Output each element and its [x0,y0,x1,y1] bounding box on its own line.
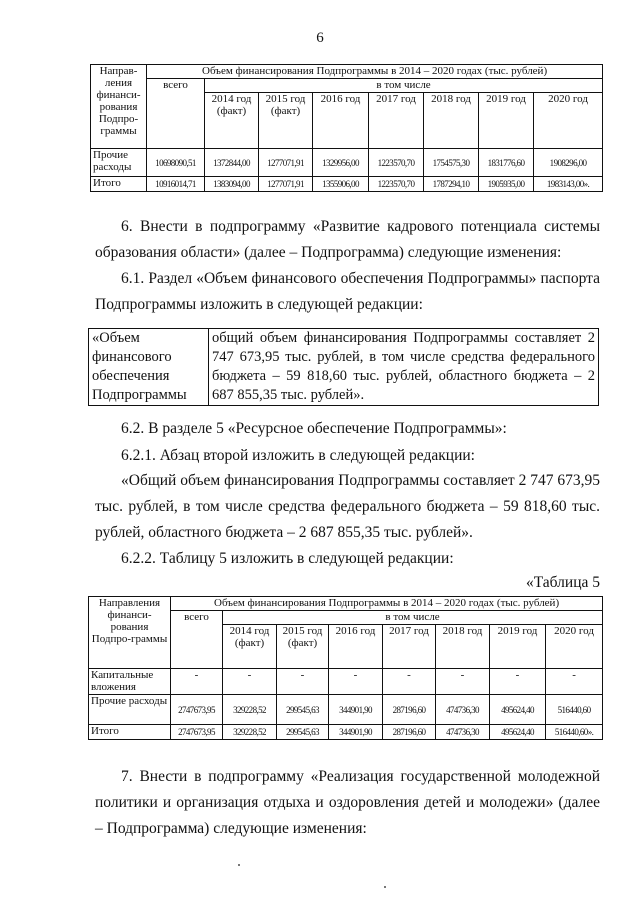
row-label: Итого [91,177,147,192]
cell-value: 299545,63 [277,725,329,740]
header-year: 2020 год [534,93,603,149]
table-row [89,695,603,725]
financing-table-1 [90,64,603,192]
cell-value: 344901,90 [329,695,383,725]
paragraph-7: 7. Внести в подпрограмму «Реализация государственной молодежной политики и организация отдыха и оздоровления детей и молодежи» (далее – Подпрограмма) следующие изменения: [95,768,600,837]
quoted-paragraph: «Общий объем финансирования Подпрограммы составляет 2 747 673,95 тыс. рублей, в том числе средства федерального бюджета – 59 818,60 тыс. рублей, областного бюджета – 2 687 855,35 тыс. рублей». [95,472,600,541]
cell-value: 1754575,30 [424,149,479,177]
header-total: всего [171,611,223,669]
cell-value: 1372844,00 [205,149,259,177]
row-label: Прочие расходы [91,149,147,177]
table-row [91,149,603,177]
header-volume: Объем финансирования Подпрограммы в 2014 – 2020 годах (тыс. рублей) [171,597,603,611]
cell-value: - [329,669,383,695]
cell-value: 1787294,10 [424,177,479,192]
cell-value: 329228,52 [223,695,277,725]
cell-value: 1277071,91 [259,149,313,177]
header-total: всего [147,79,205,149]
cell-value: 516440,60». [546,725,603,740]
table-5-caption: «Таблица 5 [525,574,600,591]
cell-value: 474736,30 [436,695,490,725]
cell-value: 516440,60 [546,695,603,725]
cell-value: 1277071,91 [259,177,313,192]
cell-value: 10916014,71 [147,177,205,192]
scan-speck [384,886,386,888]
cell-value: 1355906,00 [313,177,369,192]
cell-value: 2747673,95 [171,695,223,725]
page-number: 6 [316,30,324,46]
header-year: 2017 год [383,625,436,669]
cell-value: - [171,669,223,695]
cell-value: 1223570,70 [369,177,424,192]
cell-value: 474736,30 [436,725,490,740]
header-including: в том числе [223,611,603,625]
paragraph-6-2-1: 6.2.1. Абзац второй изложить в следующей редакции: [121,447,475,464]
passport-value: общий объем финансирования Подпрограммы составляет 2 747 673,95 тыс. рублей, в том числе средства федерального бюджета – 59 818,60 тыс. рублей, областного бюджета – 2 687 855,35 тыс. рублей». [209,329,599,406]
header-year: 2019 год [490,625,546,669]
header-year: 2015 год (факт) [259,93,313,149]
header-year: 2015 год (факт) [277,625,329,669]
cell-value: 495624,40 [490,695,546,725]
cell-value: 287196,60 [383,695,436,725]
cell-value: 1383094,00 [205,177,259,192]
cell-value: 1983143,00». [534,177,603,192]
cell-value: 1908296,00 [534,149,603,177]
row-label: Прочие расходы [89,695,171,725]
row-label: Итого [89,725,171,740]
header-direction: Направления финанси-рования Подпро-граммы [89,597,171,669]
header-year: 2020 год [546,625,603,669]
passport-label: «Объем финансового обеспечения Подпрограммы [89,329,209,406]
paragraph-6-2-2: 6.2.2. Таблицу 5 изложить в следующей редакции: [121,550,454,567]
header-including: в том числе [205,79,603,93]
header-direction: Направ-ления финанси-рования Подпро-граммы [91,65,147,149]
header-year: 2018 год [436,625,490,669]
scan-speck [238,864,240,866]
cell-value: - [546,669,603,695]
header-year: 2014 год (факт) [205,93,259,149]
cell-value: 1905935,00 [479,177,534,192]
table-row [89,725,603,740]
header-year: 2014 год (факт) [223,625,277,669]
cell-value: 299545,63 [277,695,329,725]
header-year: 2016 год [329,625,383,669]
header-year: 2018 год [424,93,479,149]
header-volume: Объем финансирования Подпрограммы в 2014 – 2020 годах (тыс. рублей) [147,65,603,79]
cell-value: 287196,60 [383,725,436,740]
paragraph-6-2: 6.2. В разделе 5 «Ресурсное обеспечение Подпрограммы»: [121,420,507,437]
cell-value: 2747673,95 [171,725,223,740]
cell-value: - [223,669,277,695]
cell-value: - [277,669,329,695]
paragraph-6-1: 6.1. Раздел «Объем финансового обеспечения Подпрограммы» паспорта Подпрограммы изложить в следующей редакции: [95,270,600,313]
header-year: 2019 год [479,93,534,149]
cell-value: 344901,90 [329,725,383,740]
cell-value: 1329956,00 [313,149,369,177]
row-label: Капитальные вложения [89,669,171,695]
financing-table-5 [88,596,603,740]
table-row [89,669,603,695]
cell-value: 10698090,51 [147,149,205,177]
cell-value: - [436,669,490,695]
cell-value: 495624,40 [490,725,546,740]
cell-value: 1831776,60 [479,149,534,177]
cell-value: 1223570,70 [369,149,424,177]
cell-value: 329228,52 [223,725,277,740]
table-row [91,177,603,192]
cell-value: - [490,669,546,695]
header-year: 2016 год [313,93,369,149]
cell-value: - [383,669,436,695]
paragraph-6: 6. Внести в подпрограмму «Развитие кадрового потенциала системы образования области» (далее – Подпрограмма) следующие изменения: [95,218,600,261]
passport-table [88,328,599,406]
header-year: 2017 год [369,93,424,149]
